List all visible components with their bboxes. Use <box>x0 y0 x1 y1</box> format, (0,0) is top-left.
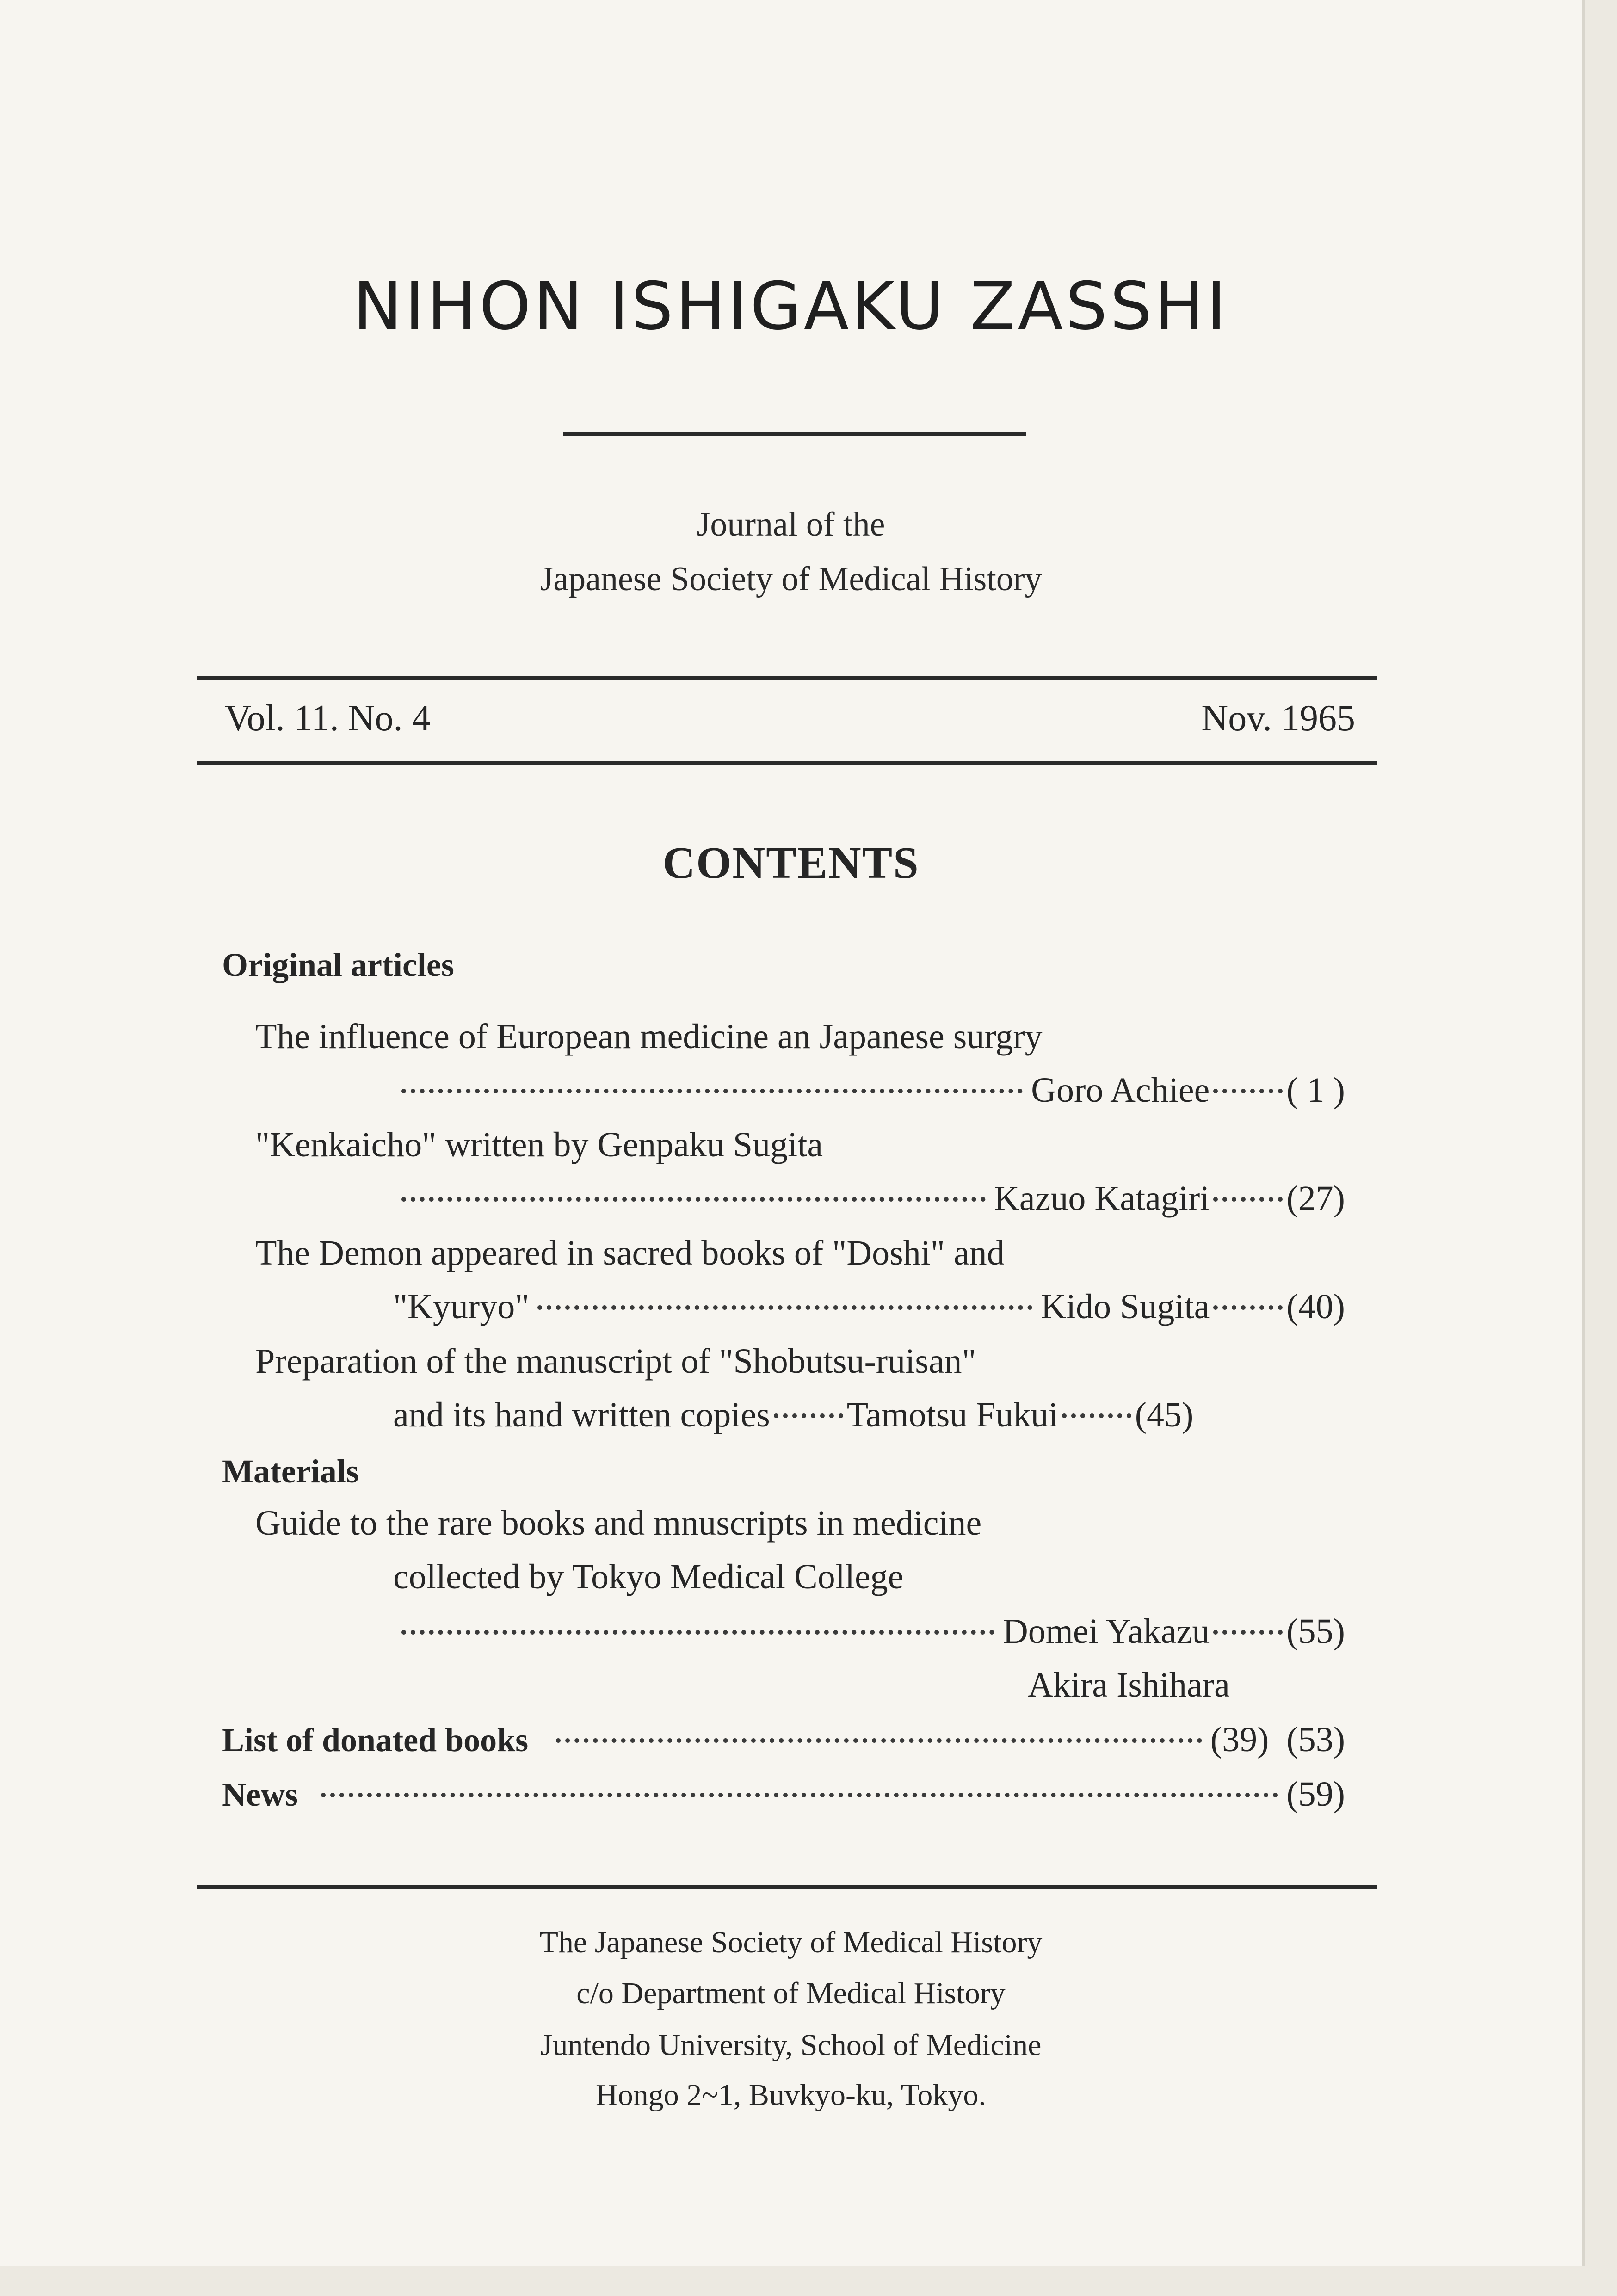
material-1-page: (55) <box>1286 1612 1345 1651</box>
publisher-university: Juntendo University, School of Medicine <box>540 2028 1042 2062</box>
article-3-title: The Demon appeared in sacred books of "Doshi" and <box>255 1234 1005 1272</box>
title-divider <box>563 432 1026 436</box>
article-3-page: (40) <box>1286 1287 1345 1326</box>
donated-books-pages: (39) (53) <box>1210 1720 1345 1759</box>
article-2-page: (27) <box>1286 1179 1345 1218</box>
dot-leader <box>1213 1630 1283 1635</box>
issue-bottom-rule <box>197 761 1377 765</box>
donated-books-label: List of donated books <box>222 1722 529 1759</box>
publisher-name: The Japanese Society of Medical History <box>539 1926 1043 1959</box>
article-1-page: ( 1 ) <box>1286 1071 1345 1110</box>
dot-leader <box>1213 1305 1283 1310</box>
journal-subtitle-line2: Japanese Society of Medical History <box>540 560 1042 598</box>
publisher-department: c/o Department of Medical History <box>576 1976 1006 2010</box>
news-label: News <box>222 1776 298 1813</box>
news-entry <box>222 1774 1345 1815</box>
article-3-entry <box>393 1287 1345 1327</box>
article-2-entry <box>393 1179 1345 1219</box>
article-1-author: Goro Achiee <box>1031 1071 1210 1110</box>
material-1-title-cont: collected by Tokyo Medical College <box>393 1557 904 1596</box>
dot-leader <box>556 1738 1202 1743</box>
donated-books-entry <box>222 1720 1345 1760</box>
dot-leader <box>401 1089 1023 1093</box>
contents-bottom-rule <box>197 1885 1377 1889</box>
article-4-author: Tamotsu Fukui <box>846 1395 1058 1434</box>
article-4-entry <box>393 1395 1345 1435</box>
publisher-address: Hongo 2~1, Buvkyo-ku, Tokyo. <box>596 2078 986 2112</box>
journal-title: NIHON ISHIGAKU ZASSHI <box>353 268 1229 345</box>
article-1-title: The influence of European medicine an Japanese surgry <box>255 1017 1043 1056</box>
dot-leader <box>401 1197 986 1202</box>
news-page: (59) <box>1286 1775 1345 1814</box>
article-3-title-cont: "Kyuryo" <box>393 1287 530 1326</box>
dot-leader <box>774 1413 843 1418</box>
article-4-title: Preparation of the manuscript of "Shobutsu-ruisan" <box>255 1342 976 1381</box>
dot-leader <box>1213 1089 1283 1093</box>
material-1-author2: Akira Ishihara <box>1028 1666 1230 1704</box>
article-3-author: Kido Sugita <box>1041 1287 1210 1326</box>
article-4-page: (45) <box>1135 1395 1194 1434</box>
journal-subtitle-line1: Journal of the <box>697 506 885 543</box>
material-1-author: Domei Yakazu <box>1002 1612 1210 1651</box>
dot-leader <box>401 1630 994 1635</box>
article-2-title: "Kenkaicho" written by Genpaku Sugita <box>255 1125 823 1164</box>
dot-leader <box>1213 1197 1283 1202</box>
issue-date: Nov. 1965 <box>1201 698 1355 739</box>
article-1-entry <box>393 1070 1345 1111</box>
section-original-articles: Original articles <box>222 946 454 983</box>
article-4-title-cont: and its hand written copies <box>393 1395 770 1434</box>
material-1-entry <box>393 1611 1345 1652</box>
dot-leader <box>1062 1413 1131 1418</box>
issue-volume: Vol. 11. No. 4 <box>225 698 431 739</box>
dot-leader <box>321 1793 1278 1797</box>
section-materials: Materials <box>222 1453 359 1490</box>
article-2-author: Kazuo Katagiri <box>994 1179 1210 1218</box>
contents-heading: CONTENTS <box>662 838 920 888</box>
issue-top-rule <box>197 676 1377 680</box>
dot-leader <box>537 1305 1032 1310</box>
material-1-title: Guide to the rare books and mnuscripts in medicine <box>255 1504 982 1543</box>
